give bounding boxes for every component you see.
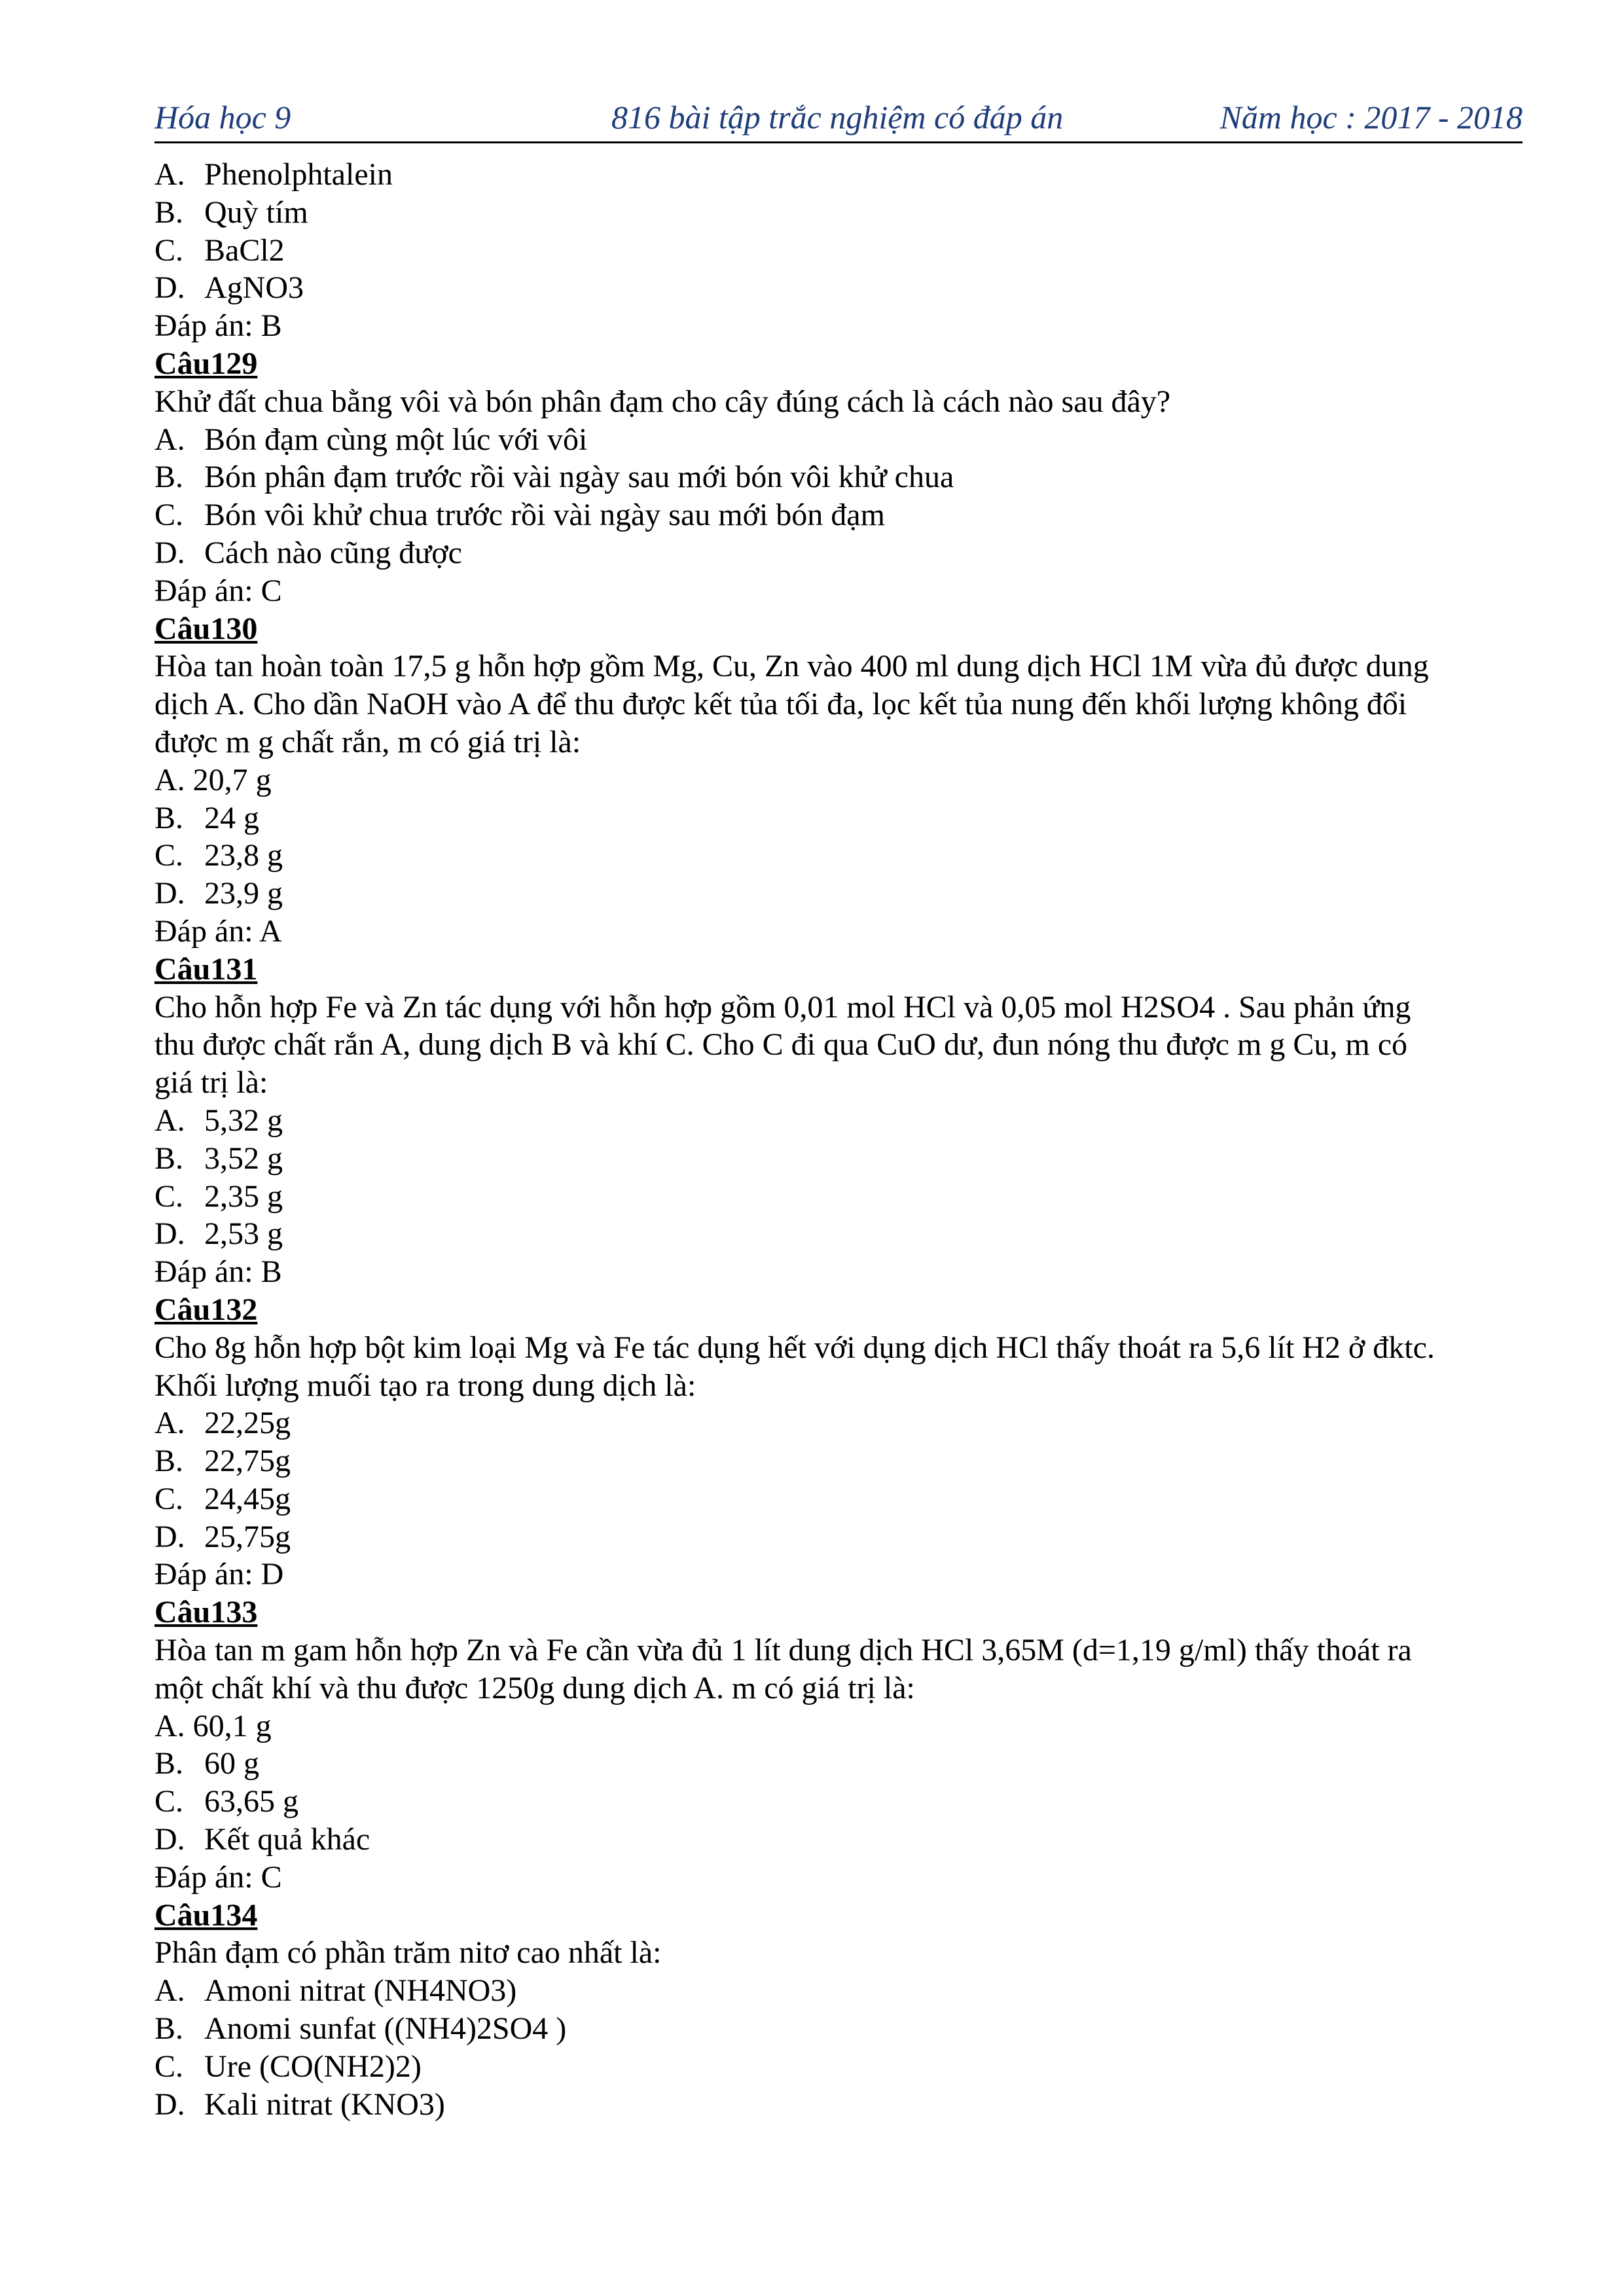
option-text: BaCl2: [204, 232, 285, 268]
option-text: Phenolphtalein: [204, 157, 393, 192]
option-letter: B.: [154, 1444, 184, 1479]
option-letter: A.: [154, 1973, 185, 2009]
option-letter: D.: [154, 1519, 185, 1554]
question-text: Hòa tan m gam hỗn hợp Zn và Fe cần vừa đủ 1 lít dung dịch HCl 3,65M (d=1,19 g/ml) thấy thoát ra: [154, 1633, 1412, 1668]
option-letter: D.: [154, 1822, 185, 1857]
answer-line: Đáp án: B: [154, 1254, 282, 1290]
option-d: [154, 1821, 1523, 1859]
option-letter: A.: [154, 1102, 185, 1138]
option-letter: A.: [154, 157, 185, 192]
option-text: 23,8 g: [204, 838, 283, 873]
option-text: 2,35 g: [204, 1178, 283, 1214]
option-text: 5,32 g: [204, 1102, 283, 1138]
option-b: [154, 458, 1523, 496]
option-a: [154, 1707, 1523, 1745]
option-text: Quỳ tím: [204, 194, 308, 230]
header-school-year: Năm học : 2017 - 2018: [1219, 99, 1523, 136]
option-letter: C.: [154, 1481, 184, 1516]
question-title: Câu134: [154, 1897, 258, 1933]
option-b: [154, 799, 1523, 837]
option-text: 24 g: [204, 800, 259, 835]
option-d: [154, 269, 1523, 307]
question-text: giá trị là:: [154, 1065, 268, 1101]
answer-line: Đáp án: B: [154, 308, 282, 344]
option-letter: B.: [154, 460, 184, 495]
question-132: [154, 1291, 1523, 1594]
question-text: Hòa tan hoàn toàn 17,5 g hỗn hợp gồm Mg, Cu, Zn vào 400 ml dung dịch HCl 1M vừa đủ được dung: [154, 649, 1429, 684]
option-text: 22,75g: [204, 1444, 291, 1479]
option-a: [154, 1102, 1523, 1140]
answer-line: Đáp án: C: [154, 1859, 282, 1895]
previous-question-tail: [154, 156, 1523, 345]
option-b: [154, 2010, 1523, 2048]
option-letter: C.: [154, 232, 184, 268]
option-letter: D.: [154, 270, 185, 306]
option-text: 3,52 g: [204, 1140, 283, 1176]
option-text: 63,65 g: [204, 1784, 298, 1819]
page-header: [154, 97, 1523, 143]
option-a: [154, 1972, 1523, 2010]
header-subject: Hóa học 9: [154, 99, 291, 136]
option-c: [154, 837, 1523, 875]
option-text: 24,45g: [204, 1481, 291, 1516]
option-text: Kali nitrat (KNO3): [204, 2086, 445, 2122]
question-131: [154, 951, 1523, 1291]
option-text: 60 g: [204, 1746, 259, 1781]
option-letter: C.: [154, 838, 184, 873]
question-130: [154, 610, 1523, 951]
question-text: Cho 8g hỗn hợp bột kim loại Mg và Fe tác dụng hết với dụng dịch HCl thấy thoát ra 5,6 lít H2 ở đktc.: [154, 1330, 1435, 1365]
option-text: Amoni nitrat (NH4NO3): [204, 1973, 517, 2009]
option-d: [154, 534, 1523, 572]
option-letter: B.: [154, 1746, 184, 1781]
option-text: Anomi sunfat ((NH4)2SO4 ): [204, 2011, 567, 2047]
option-c: [154, 1783, 1523, 1821]
answer-line: Đáp án: D: [154, 1557, 284, 1592]
option-letter: C.: [154, 1178, 184, 1214]
option-letter: B.: [154, 2011, 184, 2047]
option-c: [154, 496, 1523, 534]
option-text: AgNO3: [204, 270, 304, 306]
option-a: [154, 421, 1523, 459]
option-c: [154, 1480, 1523, 1518]
option-letter: D.: [154, 876, 185, 911]
option-letter: C.: [154, 498, 184, 533]
question-text: Khử đất chua bằng vôi và bón phân đạm cho cây đúng cách là cách nào sau đây?: [154, 384, 1171, 419]
option-text: Ure (CO(NH2)2): [204, 2049, 422, 2084]
option-d: [154, 1215, 1523, 1253]
option-letter: A.: [154, 762, 185, 797]
option-d: [154, 1518, 1523, 1556]
option-text: 25,75g: [204, 1519, 291, 1554]
option-letter: A.: [154, 422, 185, 457]
option-text: 2,53 g: [204, 1216, 283, 1252]
option-a: [154, 761, 1523, 799]
option-c: [154, 232, 1523, 270]
option-text: Bón phân đạm trước rồi vài ngày sau mới bón vôi khử chua: [204, 460, 954, 495]
option-a: [154, 156, 1523, 194]
option-letter: C.: [154, 1784, 184, 1819]
question-title: Câu133: [154, 1595, 258, 1630]
option-text: Cách nào cũng được: [204, 535, 462, 570]
option-text: Bón đạm cùng một lúc với vôi: [204, 422, 588, 457]
option-letter: A.: [154, 1406, 185, 1441]
option-c: [154, 1178, 1523, 1216]
document-body: [154, 156, 1523, 2123]
option-letter: C.: [154, 2049, 184, 2084]
option-text: Kết quả khác: [204, 1822, 370, 1857]
option-text: 22,25g: [204, 1406, 291, 1441]
question-title: Câu131: [154, 951, 258, 987]
question-129: [154, 345, 1523, 610]
option-text: 23,9 g: [204, 876, 283, 911]
option-b: [154, 1442, 1523, 1480]
question-text: một chất khí và thu được 1250g dung dịch A. m có giá trị là:: [154, 1670, 915, 1705]
question-133: [154, 1594, 1523, 1896]
option-text: Bón vôi khử chua trước rồi vài ngày sau mới bón đạm: [204, 498, 885, 533]
option-letter: D.: [154, 2086, 185, 2122]
option-b: [154, 1140, 1523, 1178]
option-letter: D.: [154, 535, 185, 570]
option-d: [154, 875, 1523, 913]
option-letter: B.: [154, 194, 184, 230]
option-a: [154, 1404, 1523, 1442]
question-text: Phân đạm có phần trăm nitơ cao nhất là:: [154, 1935, 662, 1971]
option-letter: B.: [154, 800, 184, 835]
question-text: thu được chất rắn A, dung dịch B và khí C. Cho C đi qua CuO dư, đun nóng thu được m g Cu, m có: [154, 1027, 1407, 1063]
question-134: [154, 1897, 1523, 2124]
option-c: [154, 2048, 1523, 2086]
answer-line: Đáp án: A: [154, 913, 282, 949]
option-letter: A.: [154, 1708, 185, 1743]
question-text: Khối lượng muối tạo ra trong dung dịch là:: [154, 1368, 696, 1403]
option-text: 20,7 g: [192, 762, 272, 797]
option-letter: B.: [154, 1140, 184, 1176]
question-text: dịch A. Cho dần NaOH vào A để thu được kết tủa tối đa, lọc kết tủa nung đến khối lượng không đổi: [154, 687, 1407, 722]
option-b: [154, 194, 1523, 232]
option-b: [154, 1745, 1523, 1783]
question-title: Câu132: [154, 1292, 258, 1327]
question-text: Cho hỗn hợp Fe và Zn tác dụng với hỗn hợp gồm 0,01 mol HCl và 0,05 mol H2SO4 . Sau phản ứng: [154, 989, 1411, 1025]
header-book-title: 816 bài tập trắc nghiệm có đáp án: [611, 99, 1064, 136]
option-text: 60,1 g: [192, 1708, 272, 1743]
option-d: [154, 2086, 1523, 2124]
option-letter: D.: [154, 1216, 185, 1252]
answer-line: Đáp án: C: [154, 573, 282, 608]
question-text: được m g chất rắn, m có giá trị là:: [154, 724, 581, 759]
question-title: Câu130: [154, 611, 258, 646]
question-title: Câu129: [154, 346, 258, 381]
